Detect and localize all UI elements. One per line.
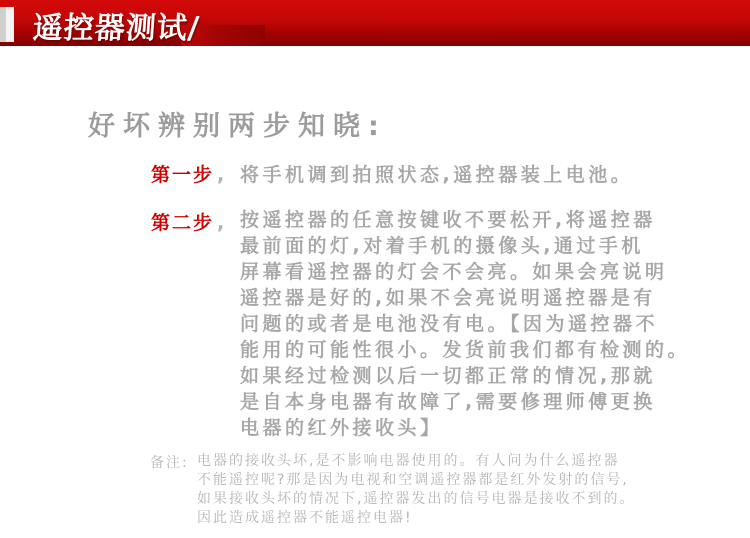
page-title: 遥控器测试/ — [31, 11, 201, 46]
note-text — [197, 452, 717, 528]
step2-label-separator: , — [217, 212, 227, 234]
step1-label-separator: , — [217, 164, 227, 186]
step2-line: 最前面的灯,对着手机的摄像头,通过手机 — [240, 235, 644, 257]
step1-label-text: 第一步 — [151, 164, 215, 186]
step2-instruction — [240, 207, 710, 441]
step2-line: 按遥控器的任意按键收不要松开,将遥控器 — [240, 209, 656, 231]
step2-line: 如果经过检测以后一切都正常的情况,那就 — [240, 365, 656, 387]
step1-label — [151, 160, 226, 187]
note-line: 因此造成遥控器不能遥控电器! — [197, 510, 413, 526]
note-line: 如果接收头坏的情况下,遥控器发出的信号电器是接收不到的。 — [197, 491, 636, 507]
step2-line: 能用的可能性很小。发货前我们都有检测的。 — [240, 339, 691, 361]
step2-line: 电器的红外接收头】 — [240, 417, 443, 439]
step2-line: 屏幕看遥控器的灯会不会亮。如果会亮说明 — [240, 261, 668, 283]
note-line: 电器的接收头坏,是不影响电器使用的。有人问为什么遥控器 — [197, 453, 620, 469]
header-corner-decoration — [0, 7, 14, 42]
step2-label — [151, 208, 226, 235]
step2-line: 是自本身电器有故障了,需要修理师傅更换 — [240, 391, 656, 413]
header-bar — [0, 0, 750, 46]
step2-label-text: 第二步 — [151, 212, 215, 234]
step2-line: 遥控器是好的,如果不会亮说明遥控器是有 — [240, 287, 656, 309]
note-label: 备注: — [150, 455, 189, 471]
section-title: 好坏辨别两步知晓: — [88, 111, 387, 142]
step1-instruction: 将手机调到拍照状态,遥控器装上电池。 — [240, 164, 634, 186]
note-line: 不能遥控呢?那是因为电视和空调遥控器都是红外发射的信号, — [197, 472, 629, 488]
step2-line: 问题的或者是电池没有电。【因为遥控器不 — [240, 313, 659, 335]
